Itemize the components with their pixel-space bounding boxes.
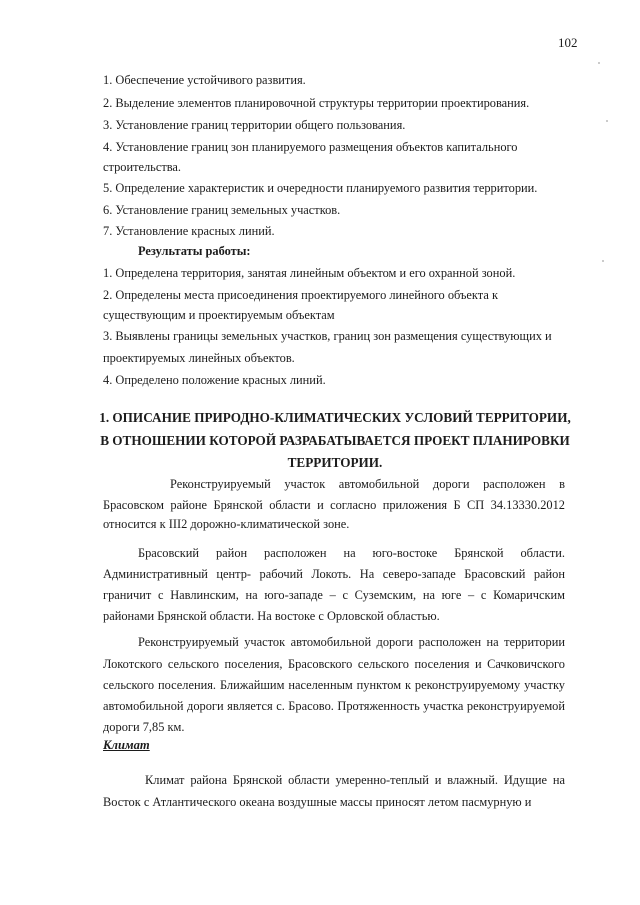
paragraph-line: Локотского сельского поселения, Брасовского сельского поселения и Сачковичского (103, 657, 565, 671)
page-number: 102 (558, 35, 578, 50)
result-item-continuation: проектируемых линейных объектов. (103, 351, 295, 365)
result-item: 1. Определена территория, занятая линейным объектом и его охранной зоной. (103, 266, 516, 280)
paragraph-line: Административный центр- рабочий Локоть. На северо-западе Брасовский район (103, 567, 565, 581)
paragraph-line: относится к III2 дорожно-климатической зоне. (103, 517, 350, 531)
task-item-continuation: строительства. (103, 160, 182, 174)
task-item: 1. Обеспечение устойчивого развития. (103, 73, 306, 87)
scan-speck (602, 260, 604, 262)
results-heading: Результаты работы: (138, 244, 251, 258)
section-heading-line: В ОТНОШЕНИИ КОТОРОЙ РАЗРАБАТЫВАЕТСЯ ПРОЕКТ ПЛАНИРОВКИ (100, 433, 570, 448)
paragraph-line: районами Брянской области. На востоке с Орловской областью. (103, 609, 440, 623)
result-item-continuation: существующим и проектируемым объектам (103, 308, 335, 322)
paragraph-line: Восток с Атлантического океана воздушные массы приносят летом пасмурную и (103, 795, 532, 809)
paragraph-line: Климат района Брянской области умеренно-теплый и влажный. Идущие на (145, 773, 565, 787)
task-item: 3. Установление границ территории общего пользования. (103, 118, 406, 132)
result-item: 3. Выявлены границы земельных участков, границ зон размещения существующих и (103, 329, 552, 343)
task-item: 4. Установление границ зон планируемого размещения объектов капитального (103, 140, 518, 154)
paragraph-line: дороги 7,85 км. (103, 720, 185, 734)
task-item: 6. Установление границ земельных участков. (103, 203, 341, 217)
section-heading-line: 1. ОПИСАНИЕ ПРИРОДНО-КЛИМАТИЧЕСКИХ УСЛОВИЙ ТЕРРИТОРИИ, (99, 410, 571, 425)
paragraph-line: Брасовский район расположен на юго-востоке Брянской области. (138, 546, 565, 560)
paragraph-line: сельского поселения. Ближайшим населенным пунктом к реконструируемому участку (103, 678, 565, 692)
task-item: 7. Установление красных линий. (103, 224, 275, 238)
paragraph-line: Брасовском районе Брянской области и согласно приложения Б СП 34.13330.2012 (103, 498, 565, 512)
task-item: 5. Определение характеристик и очередности планируемого развития территории. (103, 181, 538, 195)
paragraph-line: граничит с Навлинским, на юго-западе – с Суземским, на юге – с Комаричским (103, 588, 565, 602)
climate-subheading: Климат (103, 738, 150, 752)
result-item: 4. Определено положение красных линий. (103, 373, 326, 387)
paragraph-line: автомобильной дороги является с. Брасово. Протяженность участка реконструируемой (103, 699, 565, 713)
scan-speck (606, 120, 608, 122)
task-item: 2. Выделение элементов планировочной структуры территории проектирования. (103, 96, 530, 110)
paragraph-line: Реконструируемый участок автомобильной дороги расположен в (170, 477, 565, 491)
result-item: 2. Определены места присоединения проектируемого линейного объекта к (103, 288, 498, 302)
section-heading-line: ТЕРРИТОРИИ. (287, 455, 383, 470)
scan-speck (598, 62, 600, 64)
paragraph-line: Реконструируемый участок автомобильной дороги расположен на территории (138, 635, 565, 649)
